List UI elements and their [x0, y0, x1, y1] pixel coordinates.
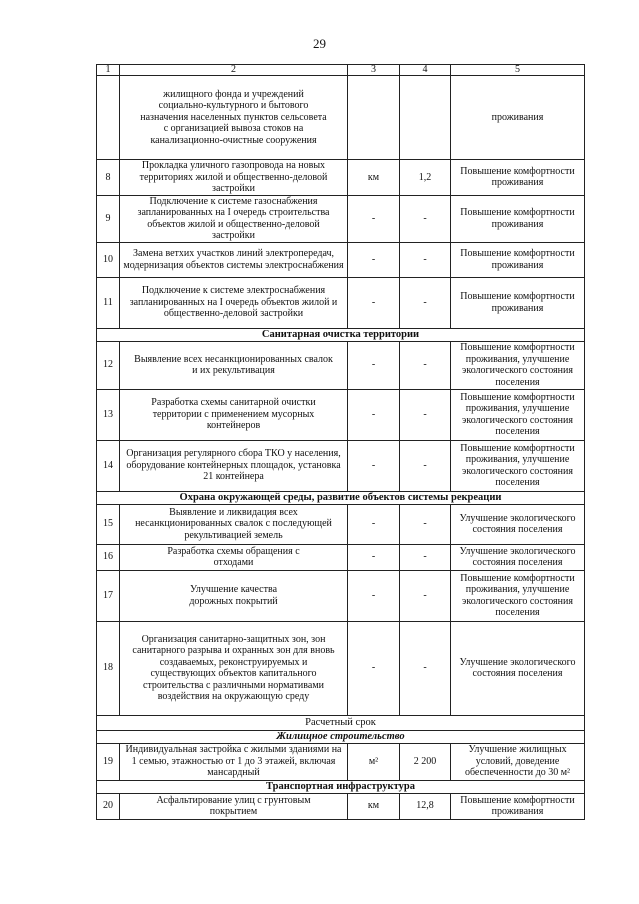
row-number: 11 [97, 277, 120, 328]
row-number: 9 [97, 195, 120, 242]
header-cell: 5 [451, 65, 585, 76]
row-number: 17 [97, 570, 120, 621]
section-row [97, 715, 585, 730]
row-effect: проживания [451, 76, 585, 160]
row-number: 15 [97, 504, 120, 544]
section-row [97, 780, 585, 793]
row-unit: - [348, 389, 400, 440]
row-effect: Повышение комфортности проживания, улучшение экологического состояния поселения [451, 440, 585, 491]
row-number [97, 76, 120, 160]
table-row [97, 504, 585, 544]
row-value: - [400, 621, 451, 715]
table-row [97, 621, 585, 715]
row-value: - [400, 389, 451, 440]
header-cell: 1 [97, 65, 120, 76]
section-title-term: Расчетный срок [97, 715, 585, 730]
table-row [97, 341, 585, 389]
row-unit: - [348, 277, 400, 328]
row-unit: - [348, 242, 400, 277]
row-description: Замена ветхих участков линий электропередач, модернизация объектов системы электроснабжения [120, 242, 348, 277]
section-title-transport: Транспортная инфраструктура [97, 780, 585, 793]
table-row [97, 389, 585, 440]
row-effect: Повышение комфортности проживания, улучшение экологического состояния поселения [451, 389, 585, 440]
section-title-housing: Жилищное строительство [97, 730, 585, 743]
header-cell: 3 [348, 65, 400, 76]
row-number: 8 [97, 160, 120, 196]
row-unit: км [348, 793, 400, 819]
row-number: 14 [97, 440, 120, 491]
section-title-environment: Охрана окружающей среды, развитие объектов системы рекреации [97, 491, 585, 504]
row-effect: Улучшение экологического состояния поселения [451, 504, 585, 544]
row-number: 18 [97, 621, 120, 715]
row-value: - [400, 195, 451, 242]
section-title-sanitary: Санитарная очистка территории [97, 328, 585, 341]
row-unit: м² [348, 743, 400, 780]
row-value: - [400, 277, 451, 328]
row-number: 13 [97, 389, 120, 440]
row-number: 16 [97, 544, 120, 570]
row-description: Подключение к системе газоснабжения запланированных на I очередь строительства объектов жилой и общественно-деловой застройки [120, 195, 348, 242]
row-number: 19 [97, 743, 120, 780]
row-unit: - [348, 504, 400, 544]
page-number: 29 [313, 36, 326, 51]
row-unit: - [348, 195, 400, 242]
row-description: Организация санитарно-защитных зон, зон санитарного разрыва и охранных зон для вновь создаваемых, реконструируемых и существующих объектов капитального строительства с различными нормативами воздействия на окружающую среду [120, 621, 348, 715]
row-effect: Повышение комфортности проживания [451, 242, 585, 277]
row-description: Разработка схемы обращения с отходами [120, 544, 348, 570]
row-unit: - [348, 544, 400, 570]
row-number: 10 [97, 242, 120, 277]
row-description: Разработка схемы санитарной очистки территории с применением мусорных контейнеров [120, 389, 348, 440]
row-value: - [400, 504, 451, 544]
row-effect: Повышение комфортности проживания [451, 793, 585, 819]
measures-table [96, 64, 585, 820]
row-number: 12 [97, 341, 120, 389]
table-row [97, 544, 585, 570]
table-row [97, 160, 585, 196]
row-effect: Повышение комфортности проживания, улучшение экологического состояния поселения [451, 341, 585, 389]
table-row [97, 277, 585, 328]
table-row [97, 743, 585, 780]
row-value: - [400, 570, 451, 621]
section-row [97, 730, 585, 743]
section-row [97, 491, 585, 504]
table-row [97, 793, 585, 819]
row-effect: Повышение комфортности проживания, улучшение экологического состояния поселения [451, 570, 585, 621]
row-description: Выявление и ликвидация всех несанкционированных свалок с последующей рекультивацией земель [120, 504, 348, 544]
row-unit: - [348, 341, 400, 389]
row-effect: Повышение комфортности проживания [451, 277, 585, 328]
table-row [97, 440, 585, 491]
header-cell: 4 [400, 65, 451, 76]
row-value: 12,8 [400, 793, 451, 819]
row-value: - [400, 341, 451, 389]
row-description: Асфальтирование улиц с грунтовым покрытием [120, 793, 348, 819]
table-row [97, 76, 585, 160]
row-value: - [400, 242, 451, 277]
row-value: 2 200 [400, 743, 451, 780]
row-description: жилищного фонда и учреждений социально-культурного и бытового назначения населенных пунктов сельсовета с организацией вывоза стоков на канализационно-очистные сооружения [120, 76, 348, 160]
table-row [97, 242, 585, 277]
row-description: Организация регулярного сбора ТКО у населения, оборудование контейнерных площадок, установка 21 контейнера [120, 440, 348, 491]
row-number: 20 [97, 793, 120, 819]
row-effect: Улучшение жилищных условий, доведение обеспеченности до 30 м² [451, 743, 585, 780]
row-description: Индивидуальная застройка с жилыми зданиями на 1 семью, этажностью от 1 до 3 этажей, включая мансардный [120, 743, 348, 780]
table-row [97, 195, 585, 242]
table-row [97, 570, 585, 621]
row-value [400, 76, 451, 160]
row-unit: - [348, 570, 400, 621]
header-row [97, 65, 585, 76]
row-effect: Улучшение экологического состояния поселения [451, 621, 585, 715]
row-unit: - [348, 621, 400, 715]
header-cell: 2 [120, 65, 348, 76]
row-effect: Повышение комфортности проживания [451, 160, 585, 196]
row-value: - [400, 544, 451, 570]
row-effect: Улучшение экологического состояния поселения [451, 544, 585, 570]
row-unit: км [348, 160, 400, 196]
row-description: Подключение к системе электроснабжения запланированных на I очередь объектов жилой и общественно-деловой застройки [120, 277, 348, 328]
row-value: 1,2 [400, 160, 451, 196]
row-unit [348, 76, 400, 160]
section-row [97, 328, 585, 341]
row-effect: Повышение комфортности проживания [451, 195, 585, 242]
row-description: Выявление всех несанкционированных свалок и их рекультивация [120, 341, 348, 389]
row-description: Улучшение качества дорожных покрытий [120, 570, 348, 621]
row-description: Прокладка уличного газопровода на новых территориях жилой и общественно-деловой застройки [120, 160, 348, 196]
row-value: - [400, 440, 451, 491]
row-unit: - [348, 440, 400, 491]
